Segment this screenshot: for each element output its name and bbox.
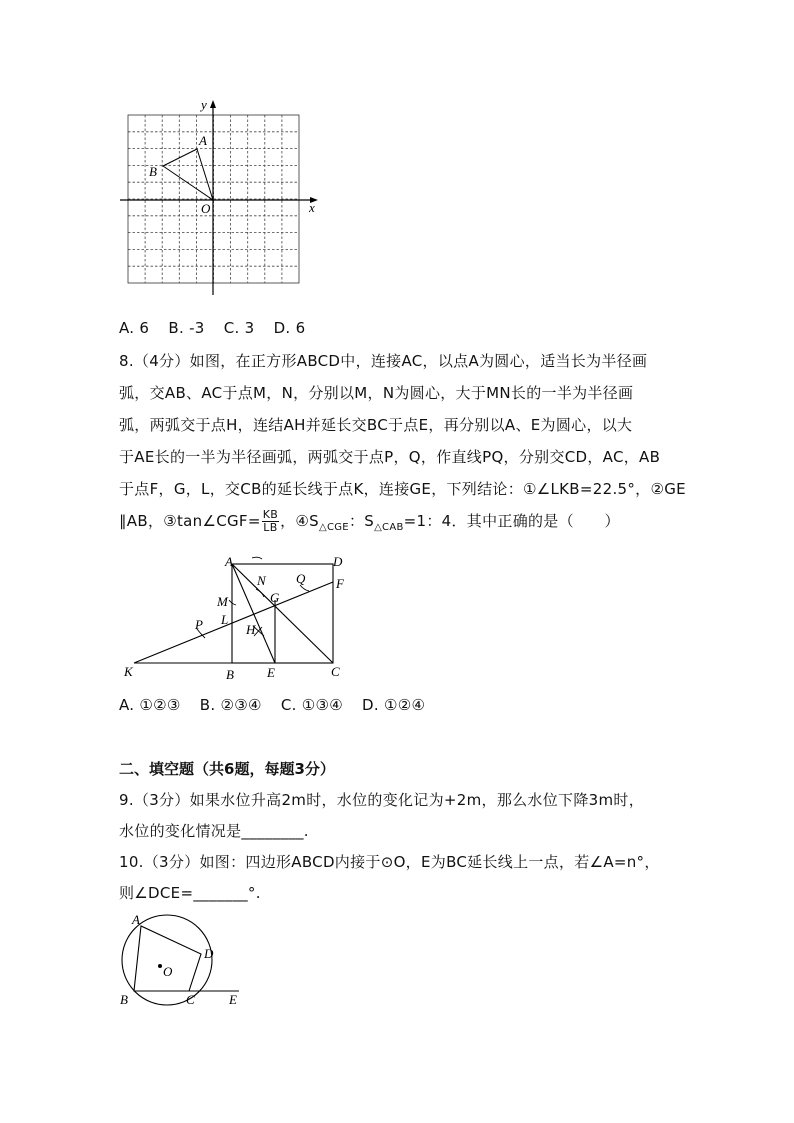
label-e: E bbox=[267, 665, 275, 680]
label-k: K bbox=[124, 664, 133, 679]
label-f: F bbox=[336, 576, 344, 591]
coordinate-grid-figure bbox=[110, 96, 340, 301]
label-d: D bbox=[204, 946, 214, 961]
label-a: A bbox=[225, 554, 233, 569]
label-y: y bbox=[201, 97, 207, 112]
label-m: M bbox=[217, 594, 228, 609]
section-heading: 二、填空题（共6题，每题3分） bbox=[119, 760, 335, 778]
q8-line3: 弧，两弧交于点H，连结AH并延长交BC于点E，再分别以A、E为圆心，以大 bbox=[119, 416, 633, 434]
q9-line1: 9.（3分）如果水位升高2m时，水位的变化记为+2m，那么水位下降3m时， bbox=[119, 791, 644, 809]
q8-line4: 于AE长的一半为半径画弧，两弧交于点P，Q，作直线PQ，分别交CD，AC，AB bbox=[119, 448, 661, 466]
fraction-numerator: KB bbox=[262, 508, 279, 521]
label-b: B bbox=[149, 164, 157, 179]
q8-option-c[interactable]: C. ①③④ bbox=[280, 696, 343, 714]
label-b: B bbox=[226, 667, 234, 682]
q10-line2: 则∠DCE=_______°. bbox=[119, 884, 261, 902]
q8-line6-b: ，④S bbox=[280, 512, 319, 530]
square-construction-figure bbox=[118, 550, 358, 686]
q10-line1: 10.（3分）如图：四边形ABCD内接于⊙O，E为BC延长线上一点，若∠A=n°， bbox=[119, 853, 660, 871]
q7-option-a[interactable]: A. 6 bbox=[119, 319, 150, 337]
label-g: G bbox=[270, 590, 280, 605]
cyclic-quadrilateral-figure bbox=[115, 908, 250, 1008]
label-d: D bbox=[333, 554, 343, 569]
q8-line2: 弧，交AB、AC于点M，N，分别以M，N为圆心，大于MN长的一半为半径画 bbox=[119, 384, 634, 402]
label-a: A bbox=[199, 133, 207, 148]
subscript-cab: △CAB bbox=[374, 522, 404, 533]
label-p: P bbox=[195, 617, 203, 632]
q7-option-b[interactable]: B. -3 bbox=[168, 319, 205, 337]
q8-option-d[interactable]: D. ①②④ bbox=[362, 696, 426, 714]
label-q: Q bbox=[296, 571, 306, 586]
q8-line6-c: ：S bbox=[348, 512, 375, 530]
q8-line6-a: ∥AB，③tan∠CGF= bbox=[119, 512, 261, 530]
label-n: N bbox=[257, 573, 266, 588]
q8-options bbox=[119, 695, 439, 715]
label-c: C bbox=[331, 664, 340, 679]
fraction-kb-lb bbox=[262, 509, 279, 534]
label-x: x bbox=[309, 200, 315, 215]
q9-line2: 水位的变化情况是________. bbox=[119, 822, 309, 840]
label-a: A bbox=[132, 912, 140, 927]
q7-option-c[interactable]: C. 3 bbox=[223, 319, 255, 337]
q7-option-d[interactable]: D. 6 bbox=[273, 319, 306, 337]
subscript-cge: △CGE bbox=[318, 522, 349, 533]
fraction-denominator: LB bbox=[263, 521, 278, 534]
q8-option-a[interactable]: A. ①②③ bbox=[119, 696, 181, 714]
triangle-abo bbox=[163, 149, 213, 200]
label-o: O bbox=[201, 201, 211, 216]
q8-line6-d: =1：4．其中正确的是（ ） bbox=[403, 512, 620, 530]
label-c: C bbox=[186, 992, 195, 1007]
label-o: O bbox=[163, 964, 173, 979]
label-l: L bbox=[221, 612, 229, 627]
q7-options bbox=[119, 318, 319, 338]
q8-line5: 于点F，G，L，交CB的延长线于点K，连接GE，下列结论：①∠LKB=22.5°，②GE bbox=[119, 480, 686, 498]
q8-line1: 8.（4分）如图，在正方形ABCD中，连接AC，以点A为圆心，适当长为半径画 bbox=[119, 352, 648, 370]
line-pq bbox=[134, 582, 333, 663]
label-h: H bbox=[246, 622, 256, 637]
label-e: E bbox=[229, 992, 237, 1007]
q8-option-b[interactable]: B. ②③④ bbox=[199, 696, 262, 714]
label-b: B bbox=[120, 992, 128, 1007]
q8-line6 bbox=[119, 509, 620, 538]
